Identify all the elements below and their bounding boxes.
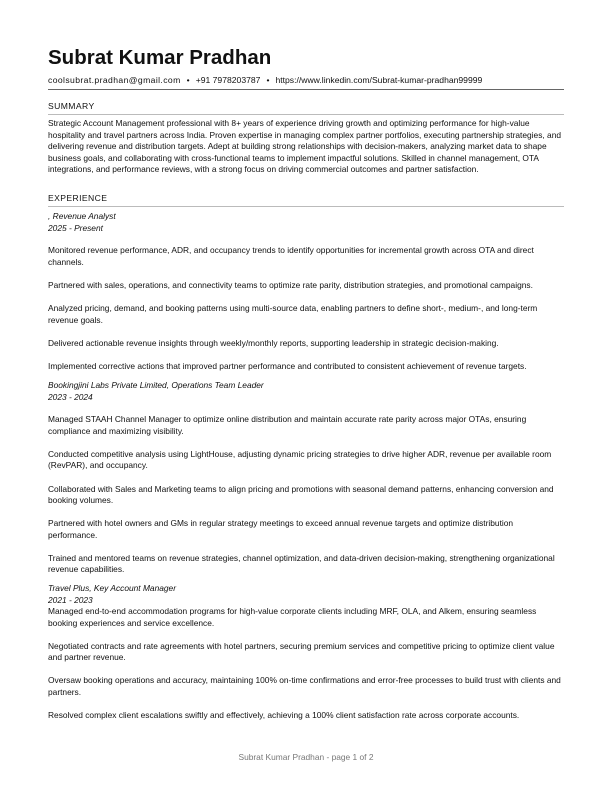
job-title: Bookingjini Labs Private Limited, Operations Team Leader xyxy=(48,379,264,390)
separator: • xyxy=(266,75,270,85)
job-bullet: Partnered with hotel owners and GMs in regular strategy meetings to exceed annual revenue targets and optimize distribution performance. xyxy=(48,518,514,540)
job-dates: 2025 - Present xyxy=(48,222,103,233)
job-bullet: Conducted competitive analysis using LightHouse, adjusting dynamic pricing strategies to drive higher ADR, revenue per available room (RevPAR), and occupancy. xyxy=(48,448,552,471)
page-footer: Subrat Kumar Pradhan - page 1 of 2 xyxy=(238,752,374,762)
resume-page xyxy=(48,46,564,722)
contact-line xyxy=(48,75,564,90)
job-entry xyxy=(48,582,564,722)
experience-heading: EXPERIENCE xyxy=(48,193,564,207)
job-title: , Revenue Analyst xyxy=(48,210,116,221)
job-entry xyxy=(48,210,564,373)
candidate-name: Subrat Kumar Pradhan xyxy=(48,46,272,69)
job-entry xyxy=(48,379,564,576)
email-link[interactable]: coolsubrat.pradhan@gmail.com xyxy=(48,75,181,85)
job-bullet: Collaborated with Sales and Marketing teams to align pricing and promotions with seasonal demand patterns, enhancing conversion and booking volumes. xyxy=(48,483,554,506)
job-bullet: Monitored revenue performance, ADR, and occupancy trends to identify opportunities for incremental growth across OTA and direct channels. xyxy=(48,245,534,268)
job-bullet: Analyzed pricing, demand, and booking patterns using multi-source data, enabling partners to define short-, medium-, and long-term revenue goals. xyxy=(48,303,538,325)
job-bullet: Resolved complex client escalations swiftly and effectively, achieving a 100% client satisfaction rate across corporate accounts. xyxy=(48,710,520,721)
summary-text: Strategic Account Management professional with 8+ years of experience driving growth and optimizing performance for high-value hospitality and travel partners across India. Proven expertise in managing complex partner portfolios, executing partnership strategies, and delivering revenue and distribution targets. Adept at building strong relationships with decision-makers, analyzing market data to shape business goals, and collaborating with cross-functional teams to implement impactful solutions. Skilled in channel management, OTA integrations, and performance reviews, with a strong focus on driving commercial outcomes and partner satisfaction. xyxy=(48,118,562,175)
separator: • xyxy=(186,75,190,85)
job-bullet: Delivered actionable revenue insights through weekly/monthly reports, supporting leadership in strategic decision-making. xyxy=(48,337,499,348)
phone-number: +91 7978203787 xyxy=(195,75,261,85)
summary-heading: SUMMARY xyxy=(48,101,564,115)
job-bullet: Oversaw booking operations and accuracy, maintaining 100% on-time confirmations and error-free processes to build trust with clients and partners. xyxy=(48,675,561,698)
job-bullet: Managed end-to-end accommodation programs for high-value corporate clients including MRF, OLA, and Alkem, ensuring seamless booking experiences and service excellence. xyxy=(48,606,537,628)
job-bullet: Managed STAAH Channel Manager to optimize online distribution and maintain accurate rate parity across major OTAs, ensuring compliance and maximizing visibility. xyxy=(48,414,527,436)
job-bullet: Implemented corrective actions that improved partner performance and contributed to consistent achievement of revenue targets. xyxy=(48,361,527,372)
job-bullet: Trained and mentored teams on revenue strategies, channel optimization, and data-driven decision-making, strengthening organizational revenue capabilities. xyxy=(48,552,555,575)
linkedin-link[interactable]: https://www.linkedin.com/Subrat-kumar-pradhan99999 xyxy=(275,75,483,85)
job-bullet: Partnered with sales, operations, and connectivity teams to optimize rate parity, distribution strategies, and promotional campaigns. xyxy=(48,280,533,291)
job-bullet: Negotiated contracts and rate agreements with hotel partners, securing premium services and competitive pricing to optimize client value and partner revenue. xyxy=(48,640,555,663)
job-dates: 2023 - 2024 xyxy=(48,391,93,402)
job-title: Travel Plus, Key Account Manager xyxy=(48,583,177,594)
job-dates: 2021 - 2023 xyxy=(48,595,93,606)
